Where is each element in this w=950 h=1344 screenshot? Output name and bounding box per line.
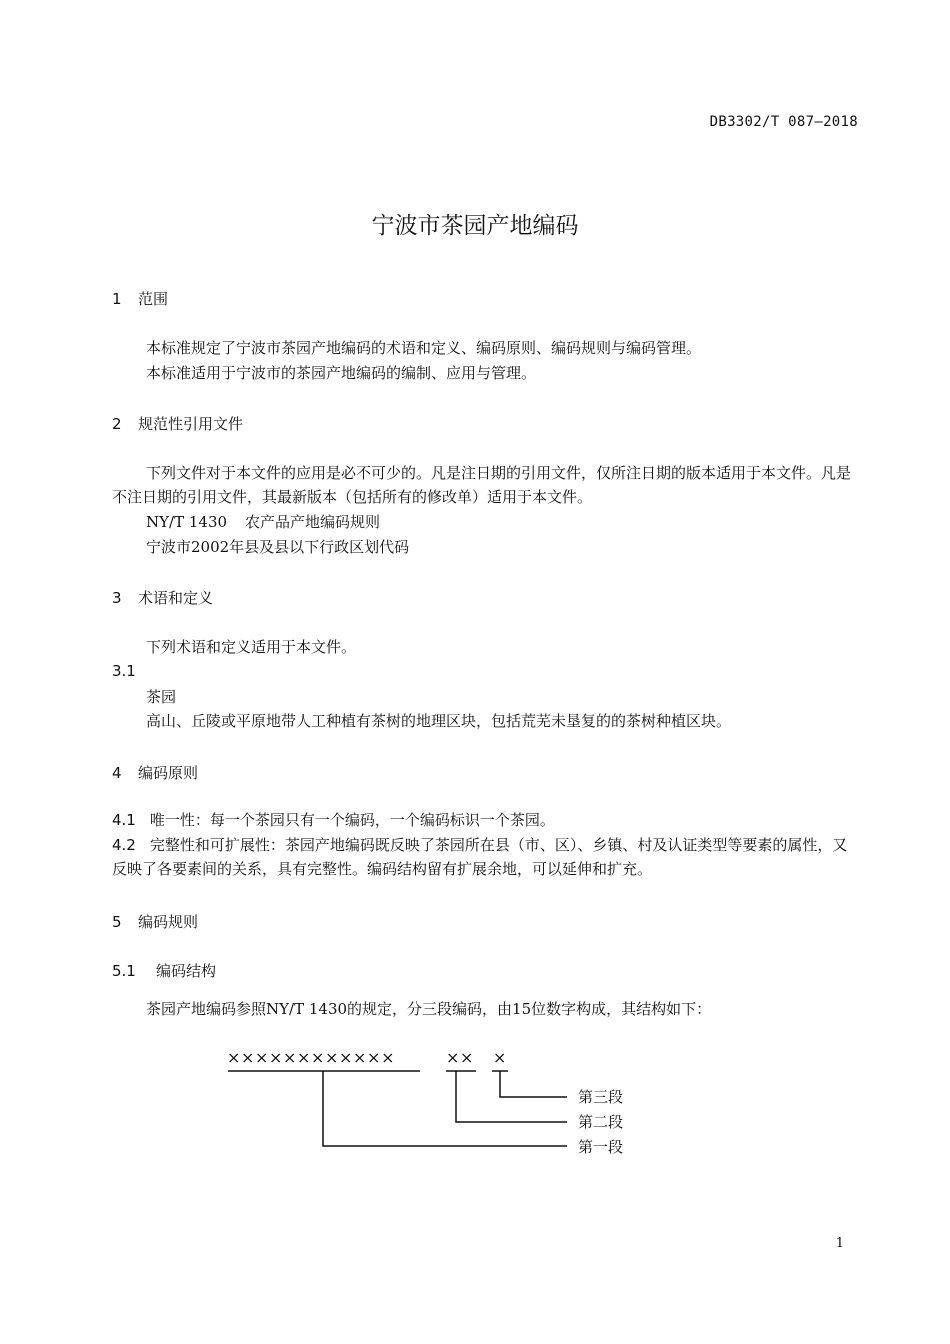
section-title: 术语和定义 — [138, 589, 214, 607]
paragraph: 本标准适用于宁波市的茶园产地编码的编制、应用与管理。 — [146, 364, 537, 382]
page-title: 宁波市茶园产地编码 — [371, 213, 579, 239]
clause-number: 4.1 — [112, 811, 136, 829]
segment-3-label: 第三段 — [578, 1088, 624, 1106]
section-title: 编码原则 — [138, 764, 199, 782]
clause-4-1 — [112, 808, 555, 832]
code-structure-diagram — [222, 1045, 642, 1170]
term-definition: 高山、丘陵或平原地带人工种植有茶树的地理区块，包括荒芜未垦复的的茶树种植区块。 — [146, 712, 732, 730]
section-5-heading — [112, 911, 198, 932]
segment-3-leader — [500, 1071, 567, 1097]
clause-text: 完整性和可扩展性：茶园产地编码既反映了茶园所在县（市、区）、乡镇、村及认证类型等要素的属性，又反映了各要素间的关系，具有完整性。编码结构留有扩展余地，可以延伸和扩充。 — [112, 836, 848, 878]
page-number: 1 — [835, 1236, 844, 1251]
paragraph: 下列术语和定义适用于本文件。 — [146, 638, 357, 656]
section-title: 编码规则 — [138, 913, 199, 931]
reference-code: NY/T 1430 — [146, 513, 228, 531]
section-number: 3 — [112, 589, 122, 607]
paragraph: 本标准规定了宁波市茶园产地编码的术语和定义、编码原则、编码规则与编码管理。 — [146, 339, 702, 357]
subsection-number: 5.1 — [112, 962, 136, 980]
section-4-heading — [112, 762, 198, 783]
segment-2-label: 第二段 — [578, 1113, 624, 1131]
section-number: 5 — [112, 913, 122, 931]
section-number: 1 — [112, 290, 122, 308]
section-3-heading — [112, 587, 213, 608]
clause-text: 唯一性：每一个茶园只有一个编码，一个编码标识一个茶园。 — [149, 811, 555, 829]
reference-item: 宁波市2002年县及县以下行政区划代码 — [146, 538, 410, 556]
paragraph: 下列文件对于本文件的应用是必不可少的。凡是注日期的引用文件，仅所注日期的版本适用于本文件。凡是不注日期的引用文件，其最新版本（包括所有的修改单）适用于本文件。 — [112, 464, 852, 506]
clause-number: 4.2 — [112, 836, 136, 854]
section-title: 范围 — [138, 290, 169, 308]
reference-title: 农产品产地编码规则 — [245, 513, 381, 531]
section-number: 4 — [112, 764, 122, 782]
clause-4-2 — [112, 833, 860, 881]
section-number: 2 — [112, 415, 122, 433]
section-title: 规范性引用文件 — [138, 415, 244, 433]
segment-2-glyphs: ×× — [446, 1048, 475, 1067]
standard-code: DB3302/T 087—2018 — [709, 114, 858, 130]
segment-1-glyphs: ×××××××××××× — [227, 1048, 396, 1067]
term-number: 3.1 — [112, 662, 136, 680]
term-name: 茶园 — [146, 688, 177, 706]
subsection-5-1-heading — [112, 960, 216, 981]
section-1-heading — [112, 288, 168, 309]
reference-item — [146, 510, 380, 534]
segment-3-glyphs: × — [493, 1048, 507, 1067]
segment-1-label: 第一段 — [578, 1138, 624, 1156]
segment-1-leader — [323, 1071, 567, 1146]
subsection-title: 编码结构 — [156, 962, 217, 980]
section-2-heading — [112, 413, 243, 434]
paragraph: 茶园产地编码参照NY/T 1430的规定，分三段编码，由15位数字构成，其结构如下： — [146, 1000, 712, 1018]
